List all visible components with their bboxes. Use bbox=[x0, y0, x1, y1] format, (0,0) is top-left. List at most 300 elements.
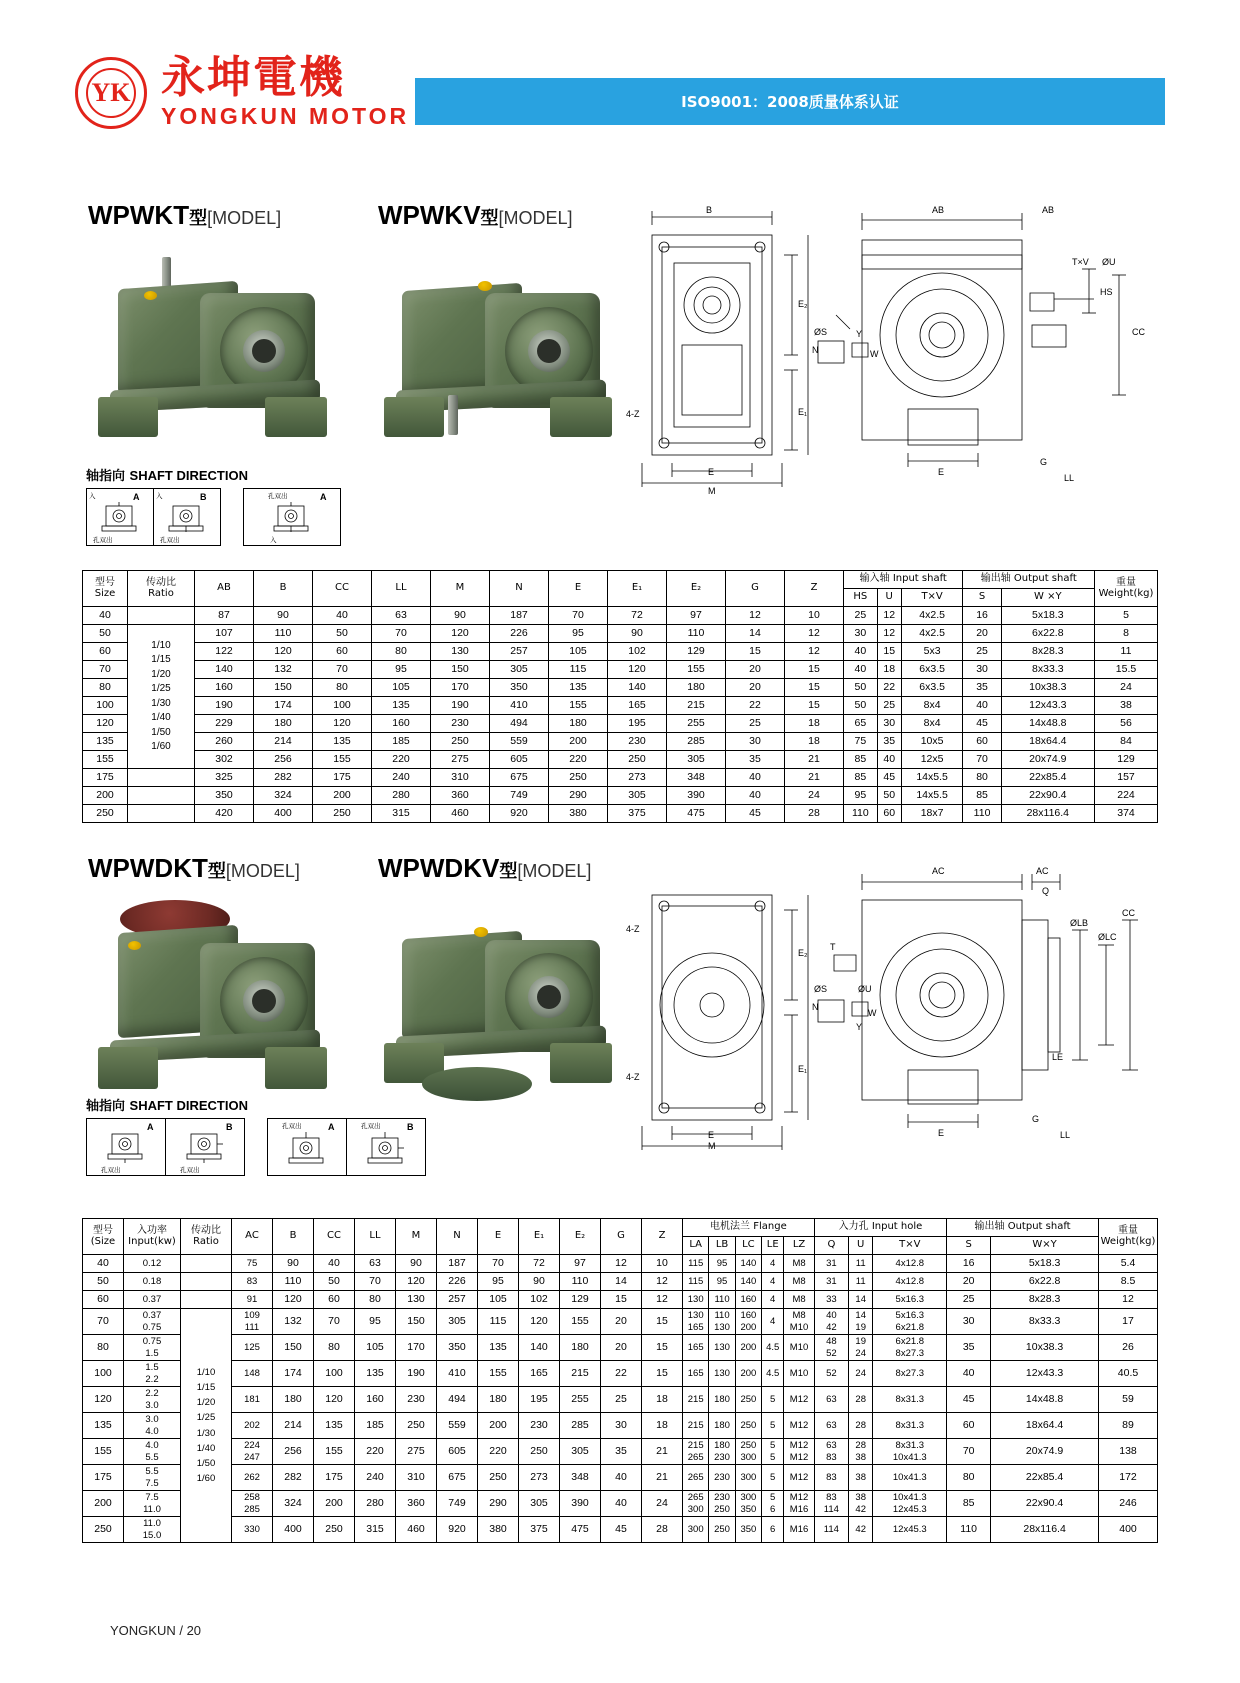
th-T×V: T×V bbox=[873, 1237, 947, 1255]
cell-LB: 180 230 bbox=[709, 1439, 735, 1465]
cell-Z: 15 bbox=[785, 697, 844, 715]
svg-text:T: T bbox=[830, 942, 836, 952]
cell-LA: 215 bbox=[683, 1413, 709, 1439]
svg-text:W: W bbox=[868, 1008, 877, 1018]
svg-text:Y: Y bbox=[856, 329, 863, 339]
cell-Z: 15 bbox=[785, 679, 844, 697]
cell-WxY: 5x18.3 bbox=[991, 1255, 1099, 1273]
cell-B: 150 bbox=[254, 679, 313, 697]
cell-CC: 155 bbox=[313, 751, 372, 769]
cell-LL: 95 bbox=[355, 1309, 396, 1335]
cell-size: 120 bbox=[83, 1387, 124, 1413]
cell-AB: 190 bbox=[195, 697, 254, 715]
cell-G: 12 bbox=[726, 607, 785, 625]
cell-W: 5 bbox=[1095, 607, 1158, 625]
cell-E2: 129 bbox=[560, 1291, 601, 1309]
product-photo-wpwdkt bbox=[80, 895, 360, 1110]
shaft-dir-note: 孔双出 bbox=[93, 536, 113, 544]
cell-E1: 230 bbox=[519, 1413, 560, 1439]
cell-power: 4.0 5.5 bbox=[124, 1439, 181, 1465]
th-AC: AC bbox=[232, 1219, 273, 1255]
cell-Z: 12 bbox=[785, 625, 844, 643]
cell-E2: 348 bbox=[667, 769, 726, 787]
cell-LL: 240 bbox=[372, 769, 431, 787]
th-size: 型号 Size bbox=[83, 571, 128, 607]
cell-E: 105 bbox=[549, 643, 608, 661]
cell-LC: 160 200 bbox=[735, 1309, 761, 1335]
cell-CC: 200 bbox=[314, 1491, 355, 1517]
cell-LL: 95 bbox=[372, 661, 431, 679]
table-row bbox=[83, 607, 1158, 625]
cell-Z: 21 bbox=[785, 751, 844, 769]
svg-text:LE: LE bbox=[1052, 1052, 1064, 1062]
cell-M: 120 bbox=[396, 1273, 437, 1291]
cell-LL: 80 bbox=[372, 643, 431, 661]
cell-E: 200 bbox=[549, 733, 608, 751]
svg-text:E: E bbox=[708, 1130, 715, 1140]
table-row bbox=[83, 733, 1158, 751]
model-suffix: [MODEL] bbox=[225, 861, 300, 881]
cell-E2: 255 bbox=[667, 715, 726, 733]
svg-text:G: G bbox=[1032, 1114, 1040, 1124]
cell-W: 172 bbox=[1099, 1465, 1158, 1491]
cell-AB: 87 bbox=[195, 607, 254, 625]
cell-N: 187 bbox=[437, 1255, 478, 1273]
cell-WxY: 22x85.4 bbox=[1001, 769, 1094, 787]
shaft-dir-label: A bbox=[147, 1122, 154, 1132]
th-B: B bbox=[273, 1219, 314, 1255]
cell-LL: 220 bbox=[372, 751, 431, 769]
cell-E2: 215 bbox=[667, 697, 726, 715]
cell-power: 0.75 1.5 bbox=[124, 1335, 181, 1361]
cell-S: 40 bbox=[963, 697, 1001, 715]
svg-text:Q: Q bbox=[1042, 886, 1050, 896]
cell-E2: 348 bbox=[560, 1465, 601, 1491]
shaft-dir-label: B bbox=[200, 492, 207, 502]
cell-LC: 160 bbox=[735, 1291, 761, 1309]
cell-N: 226 bbox=[490, 625, 549, 643]
table-row bbox=[83, 1255, 1158, 1273]
cell-N: 226 bbox=[437, 1273, 478, 1291]
table-row bbox=[83, 1517, 1158, 1543]
cell-B: 180 bbox=[254, 715, 313, 733]
cell-E1: 250 bbox=[519, 1439, 560, 1465]
cell-LZ: M12 bbox=[784, 1413, 814, 1439]
cell-AC: 91 bbox=[232, 1291, 273, 1309]
shaft-dir-label: A bbox=[133, 492, 140, 502]
cell-HS: 75 bbox=[844, 733, 878, 751]
th-weight: 重量 Weight(kg) bbox=[1099, 1219, 1158, 1255]
svg-text:T×V: T×V bbox=[1072, 257, 1089, 267]
shaft-dir-note2: 入 bbox=[270, 536, 277, 544]
cell-B: 120 bbox=[254, 643, 313, 661]
shaft-dir-note2: 入 bbox=[89, 492, 96, 500]
cell-E2: 215 bbox=[560, 1361, 601, 1387]
table-row bbox=[83, 1491, 1158, 1517]
spec-table-wpwdk bbox=[82, 1218, 1158, 1543]
cell-E1: 140 bbox=[608, 679, 667, 697]
cell-size: 200 bbox=[83, 787, 128, 805]
cell-Z: 18 bbox=[642, 1387, 683, 1413]
cell-size: 135 bbox=[83, 733, 128, 751]
cell-W: 157 bbox=[1095, 769, 1158, 787]
cell-B: 256 bbox=[273, 1439, 314, 1465]
cell-E2: 155 bbox=[667, 661, 726, 679]
svg-text:E₂: E₂ bbox=[798, 299, 808, 309]
cell-HS: 25 bbox=[844, 607, 878, 625]
cell-ratio bbox=[128, 787, 195, 805]
th-E₂: E₂ bbox=[560, 1219, 601, 1255]
cell-WxY: 28x116.4 bbox=[1001, 805, 1094, 823]
cell-TxV: 8x4 bbox=[901, 697, 963, 715]
cell-LB: 110 130 bbox=[709, 1309, 735, 1335]
cell-LL: 185 bbox=[355, 1413, 396, 1439]
cell-W: 12 bbox=[1099, 1291, 1158, 1309]
cell-E1: 375 bbox=[608, 805, 667, 823]
th-LL: LL bbox=[372, 571, 431, 607]
cell-U: 12 bbox=[877, 625, 901, 643]
cell-size: 155 bbox=[83, 1439, 124, 1465]
cell-WxY: 22x85.4 bbox=[991, 1465, 1099, 1491]
cell-power: 7.5 11.0 bbox=[124, 1491, 181, 1517]
cell-AB: 160 bbox=[195, 679, 254, 697]
cell-TxV: 4x2.5 bbox=[901, 607, 963, 625]
cell-TxV: 5x3 bbox=[901, 643, 963, 661]
cell-AB: 107 bbox=[195, 625, 254, 643]
cell-S: 60 bbox=[947, 1413, 991, 1439]
cell-M: 230 bbox=[431, 715, 490, 733]
cell-E2: 180 bbox=[560, 1335, 601, 1361]
cell-N: 675 bbox=[490, 769, 549, 787]
svg-text:E₁: E₁ bbox=[798, 1064, 808, 1074]
cell-LL: 280 bbox=[372, 787, 431, 805]
cell-LE: 4.5 bbox=[762, 1335, 784, 1361]
cell-TxV: 18x7 bbox=[901, 805, 963, 823]
cell-E2: 155 bbox=[560, 1309, 601, 1335]
table-row bbox=[83, 697, 1158, 715]
cell-S: 16 bbox=[963, 607, 1001, 625]
cell-E2: 97 bbox=[667, 607, 726, 625]
cell-E2: 180 bbox=[667, 679, 726, 697]
cell-HS: 85 bbox=[844, 751, 878, 769]
cell-Q: 33 bbox=[814, 1291, 848, 1309]
cell-W: 400 bbox=[1099, 1517, 1158, 1543]
svg-text:G: G bbox=[1040, 457, 1048, 467]
cell-WxY: 12x43.3 bbox=[991, 1361, 1099, 1387]
cell-S: 40 bbox=[947, 1361, 991, 1387]
cell-HS: 50 bbox=[844, 697, 878, 715]
th-Q: Q bbox=[814, 1237, 848, 1255]
cell-E: 220 bbox=[478, 1439, 519, 1465]
cell-size: 135 bbox=[83, 1413, 124, 1439]
cell-U: 30 bbox=[877, 715, 901, 733]
cell-E1: 195 bbox=[608, 715, 667, 733]
table-row bbox=[83, 715, 1158, 733]
table-row bbox=[83, 643, 1158, 661]
cell-S: 70 bbox=[947, 1439, 991, 1465]
cell-G: 15 bbox=[726, 643, 785, 661]
cell-E1: 375 bbox=[519, 1517, 560, 1543]
model-suffix: [MODEL] bbox=[498, 208, 573, 228]
cell-E2: 390 bbox=[667, 787, 726, 805]
cell-AB: 350 bbox=[195, 787, 254, 805]
cell-E1: 305 bbox=[519, 1491, 560, 1517]
th-input-hole: 入力孔 Input hole bbox=[814, 1219, 946, 1237]
cell-E1: 140 bbox=[519, 1335, 560, 1361]
cell-N: 920 bbox=[490, 805, 549, 823]
cell-S: 80 bbox=[947, 1465, 991, 1491]
cell-M: 360 bbox=[396, 1491, 437, 1517]
svg-text:AB: AB bbox=[932, 205, 945, 215]
cell-Z: 21 bbox=[642, 1465, 683, 1491]
cell-TxV: 10x5 bbox=[901, 733, 963, 751]
th-output-shaft: 输出轴 Output shaft bbox=[963, 571, 1095, 589]
cell-LA: 265 300 bbox=[683, 1491, 709, 1517]
cell-G: 45 bbox=[601, 1517, 642, 1543]
cell-LB: 95 bbox=[709, 1255, 735, 1273]
cell-M: 170 bbox=[396, 1335, 437, 1361]
cell-W: 38 bbox=[1095, 697, 1158, 715]
cell-M: 150 bbox=[431, 661, 490, 679]
cell-W: 374 bbox=[1095, 805, 1158, 823]
cell-G: 40 bbox=[726, 787, 785, 805]
cell-B: 132 bbox=[273, 1309, 314, 1335]
model-code: WPWDKT bbox=[88, 853, 208, 883]
cell-power: 2.2 3.0 bbox=[124, 1387, 181, 1413]
shaft-direction-group bbox=[243, 488, 341, 546]
th-power: 入功率 Input(kw) bbox=[124, 1219, 181, 1255]
cell-S: 25 bbox=[963, 643, 1001, 661]
svg-text:E₁: E₁ bbox=[798, 407, 808, 417]
cell-WxY: 5x18.3 bbox=[1001, 607, 1094, 625]
cell-B: 110 bbox=[273, 1273, 314, 1291]
cell-U: 14 bbox=[848, 1291, 872, 1309]
cell-E: 135 bbox=[478, 1335, 519, 1361]
cell-size: 250 bbox=[83, 1517, 124, 1543]
cell-G: 14 bbox=[726, 625, 785, 643]
th-weight: 重量 Weight(kg) bbox=[1095, 571, 1158, 607]
cell-CC: 60 bbox=[314, 1291, 355, 1309]
cell-G: 14 bbox=[601, 1273, 642, 1291]
shaft-direction-en: SHAFT DIRECTION bbox=[129, 1098, 248, 1113]
cell-Z: 15 bbox=[785, 661, 844, 679]
cell-G: 35 bbox=[601, 1439, 642, 1465]
cell-power: 3.0 4.0 bbox=[124, 1413, 181, 1439]
cell-WxY: 8x33.3 bbox=[1001, 661, 1094, 679]
cell-LC: 250 bbox=[735, 1413, 761, 1439]
cell-Z: 10 bbox=[785, 607, 844, 625]
cell-M: 120 bbox=[431, 625, 490, 643]
cell-B: 282 bbox=[254, 769, 313, 787]
cell-U: 22 bbox=[877, 679, 901, 697]
cell-LE: 4 bbox=[762, 1255, 784, 1273]
cell-TxV: 12x5 bbox=[901, 751, 963, 769]
th-input-shaft: 输入轴 Input shaft bbox=[844, 571, 963, 589]
cell-power: 5.5 7.5 bbox=[124, 1465, 181, 1491]
shaft-direction-cell bbox=[244, 489, 340, 545]
cell-LA: 115 bbox=[683, 1273, 709, 1291]
cell-E: 155 bbox=[549, 697, 608, 715]
cell-G: 25 bbox=[726, 715, 785, 733]
cell-B: 110 bbox=[254, 625, 313, 643]
cell-Q: 31 bbox=[814, 1273, 848, 1291]
cell-U: 35 bbox=[877, 733, 901, 751]
cell-E2: 305 bbox=[560, 1439, 601, 1465]
technical-drawing-wpwdk bbox=[612, 860, 1172, 1150]
cell-LE: 6 bbox=[762, 1517, 784, 1543]
cell-LZ: M8 M10 bbox=[784, 1309, 814, 1335]
cell-E: 70 bbox=[478, 1255, 519, 1273]
cell-E1: 250 bbox=[608, 751, 667, 769]
cell-M: 250 bbox=[431, 733, 490, 751]
cell-LZ: M16 bbox=[784, 1517, 814, 1543]
cell-LB: 250 bbox=[709, 1517, 735, 1543]
cell-N: 187 bbox=[490, 607, 549, 625]
cell-E2: 110 bbox=[560, 1273, 601, 1291]
table-row bbox=[83, 769, 1158, 787]
cell-ratio bbox=[181, 1273, 232, 1291]
cell-TxV: 5x16.3 6x21.8 bbox=[873, 1309, 947, 1335]
cell-G: 40 bbox=[601, 1465, 642, 1491]
cell-Q: 52 bbox=[814, 1361, 848, 1387]
cell-ratio bbox=[128, 805, 195, 823]
shaft-dir-note: 孔双出 bbox=[282, 1122, 302, 1130]
th-S: S bbox=[963, 589, 1001, 607]
cell-E1: 273 bbox=[608, 769, 667, 787]
cell-LC: 200 bbox=[735, 1335, 761, 1361]
model-cn: 型 bbox=[207, 861, 226, 882]
cell-LE: 4 bbox=[762, 1309, 784, 1335]
cell-M: 150 bbox=[396, 1309, 437, 1335]
cell-LC: 200 bbox=[735, 1361, 761, 1387]
cell-B: 174 bbox=[273, 1361, 314, 1387]
cell-G: 22 bbox=[726, 697, 785, 715]
cell-E: 200 bbox=[478, 1413, 519, 1439]
cell-Z: 12 bbox=[642, 1291, 683, 1309]
svg-text:W: W bbox=[870, 349, 879, 359]
cell-CC: 80 bbox=[313, 679, 372, 697]
cell-WxY: 18x64.4 bbox=[991, 1413, 1099, 1439]
cell-TxV: 8x31.3 bbox=[873, 1413, 947, 1439]
shaft-direction-cell bbox=[166, 1119, 244, 1175]
cell-S: 45 bbox=[947, 1387, 991, 1413]
cell-U: 38 bbox=[848, 1465, 872, 1491]
cell-G: 35 bbox=[726, 751, 785, 769]
cell-power: 0.12 bbox=[124, 1255, 181, 1273]
cell-LB: 180 bbox=[709, 1387, 735, 1413]
cell-TxV: 4x12.8 bbox=[873, 1273, 947, 1291]
cell-WxY: 14x48.8 bbox=[991, 1387, 1099, 1413]
cell-CC: 175 bbox=[314, 1465, 355, 1491]
cell-LE: 5 bbox=[762, 1413, 784, 1439]
th-N: N bbox=[437, 1219, 478, 1255]
cell-LC: 140 bbox=[735, 1273, 761, 1291]
cell-G: 40 bbox=[726, 769, 785, 787]
svg-text:B: B bbox=[706, 205, 713, 215]
cell-CC: 100 bbox=[313, 697, 372, 715]
cell-LA: 130 165 bbox=[683, 1309, 709, 1335]
cell-AC: 109 111 bbox=[232, 1309, 273, 1335]
cell-B: 256 bbox=[254, 751, 313, 769]
cell-CC: 50 bbox=[314, 1273, 355, 1291]
svg-text:N: N bbox=[812, 1002, 819, 1012]
cell-B: 324 bbox=[254, 787, 313, 805]
th-AB: AB bbox=[195, 571, 254, 607]
th-E₂: E₂ bbox=[667, 571, 726, 607]
th-LE: LE bbox=[762, 1237, 784, 1255]
cell-M: 90 bbox=[431, 607, 490, 625]
page-footer: YONGKUN / 20 bbox=[110, 1623, 202, 1638]
cell-size: 60 bbox=[83, 1291, 124, 1309]
model-cn: 型 bbox=[499, 861, 518, 882]
cell-Q: 63 bbox=[814, 1387, 848, 1413]
svg-text:ØLC: ØLC bbox=[1098, 932, 1117, 942]
cell-U: 14 19 bbox=[848, 1309, 872, 1335]
th-G: G bbox=[726, 571, 785, 607]
cell-E2: 475 bbox=[667, 805, 726, 823]
cell-LB: 130 bbox=[709, 1361, 735, 1387]
cell-WxY: 22x90.4 bbox=[991, 1491, 1099, 1517]
shaft-direction-boxes-2 bbox=[86, 1118, 426, 1176]
cell-size: 50 bbox=[83, 1273, 124, 1291]
cell-U: 45 bbox=[877, 769, 901, 787]
cell-LB: 110 bbox=[709, 1291, 735, 1309]
cell-G: 20 bbox=[601, 1335, 642, 1361]
cell-HS: 50 bbox=[844, 679, 878, 697]
cell-AC: 125 bbox=[232, 1335, 273, 1361]
cell-LL: 135 bbox=[372, 697, 431, 715]
cell-TxV: 4x2.5 bbox=[901, 625, 963, 643]
cell-WxY: 6x22.8 bbox=[1001, 625, 1094, 643]
th-E: E bbox=[549, 571, 608, 607]
cell-E2: 390 bbox=[560, 1491, 601, 1517]
model-code: WPWDKV bbox=[378, 853, 500, 883]
cell-size: 120 bbox=[83, 715, 128, 733]
cell-E1: 90 bbox=[519, 1273, 560, 1291]
cell-G: 30 bbox=[726, 733, 785, 751]
cell-TxV: 10x41.3 12x45.3 bbox=[873, 1491, 947, 1517]
cell-N: 605 bbox=[437, 1439, 478, 1465]
table-row bbox=[83, 1387, 1158, 1413]
svg-text:ØS: ØS bbox=[814, 327, 828, 337]
cell-LL: 63 bbox=[372, 607, 431, 625]
cell-HS: 110 bbox=[844, 805, 878, 823]
th-LA: LA bbox=[683, 1237, 709, 1255]
cell-Z: 18 bbox=[785, 733, 844, 751]
cell-E1: 102 bbox=[519, 1291, 560, 1309]
cell-N: 257 bbox=[490, 643, 549, 661]
cell-TxV: 14x5.5 bbox=[901, 787, 963, 805]
model-code: WPWKV bbox=[378, 200, 481, 230]
cell-CC: 135 bbox=[314, 1413, 355, 1439]
cell-CC: 40 bbox=[314, 1255, 355, 1273]
cell-N: 305 bbox=[437, 1309, 478, 1335]
cell-ratio: 1/10 1/15 1/20 1/25 1/30 1/40 1/50 1/60 bbox=[128, 625, 195, 769]
cell-W: 56 bbox=[1095, 715, 1158, 733]
svg-text:4-Z: 4-Z bbox=[626, 1072, 640, 1082]
cell-E1: 120 bbox=[608, 661, 667, 679]
cell-B: 174 bbox=[254, 697, 313, 715]
cell-AB: 260 bbox=[195, 733, 254, 751]
cell-LZ: M12 M16 bbox=[784, 1491, 814, 1517]
cell-HS: 95 bbox=[844, 787, 878, 805]
cell-B: 282 bbox=[273, 1465, 314, 1491]
table-row bbox=[83, 1413, 1158, 1439]
cell-E1: 90 bbox=[608, 625, 667, 643]
cell-LB: 180 bbox=[709, 1413, 735, 1439]
cell-W: 138 bbox=[1099, 1439, 1158, 1465]
cell-U: 25 bbox=[877, 697, 901, 715]
